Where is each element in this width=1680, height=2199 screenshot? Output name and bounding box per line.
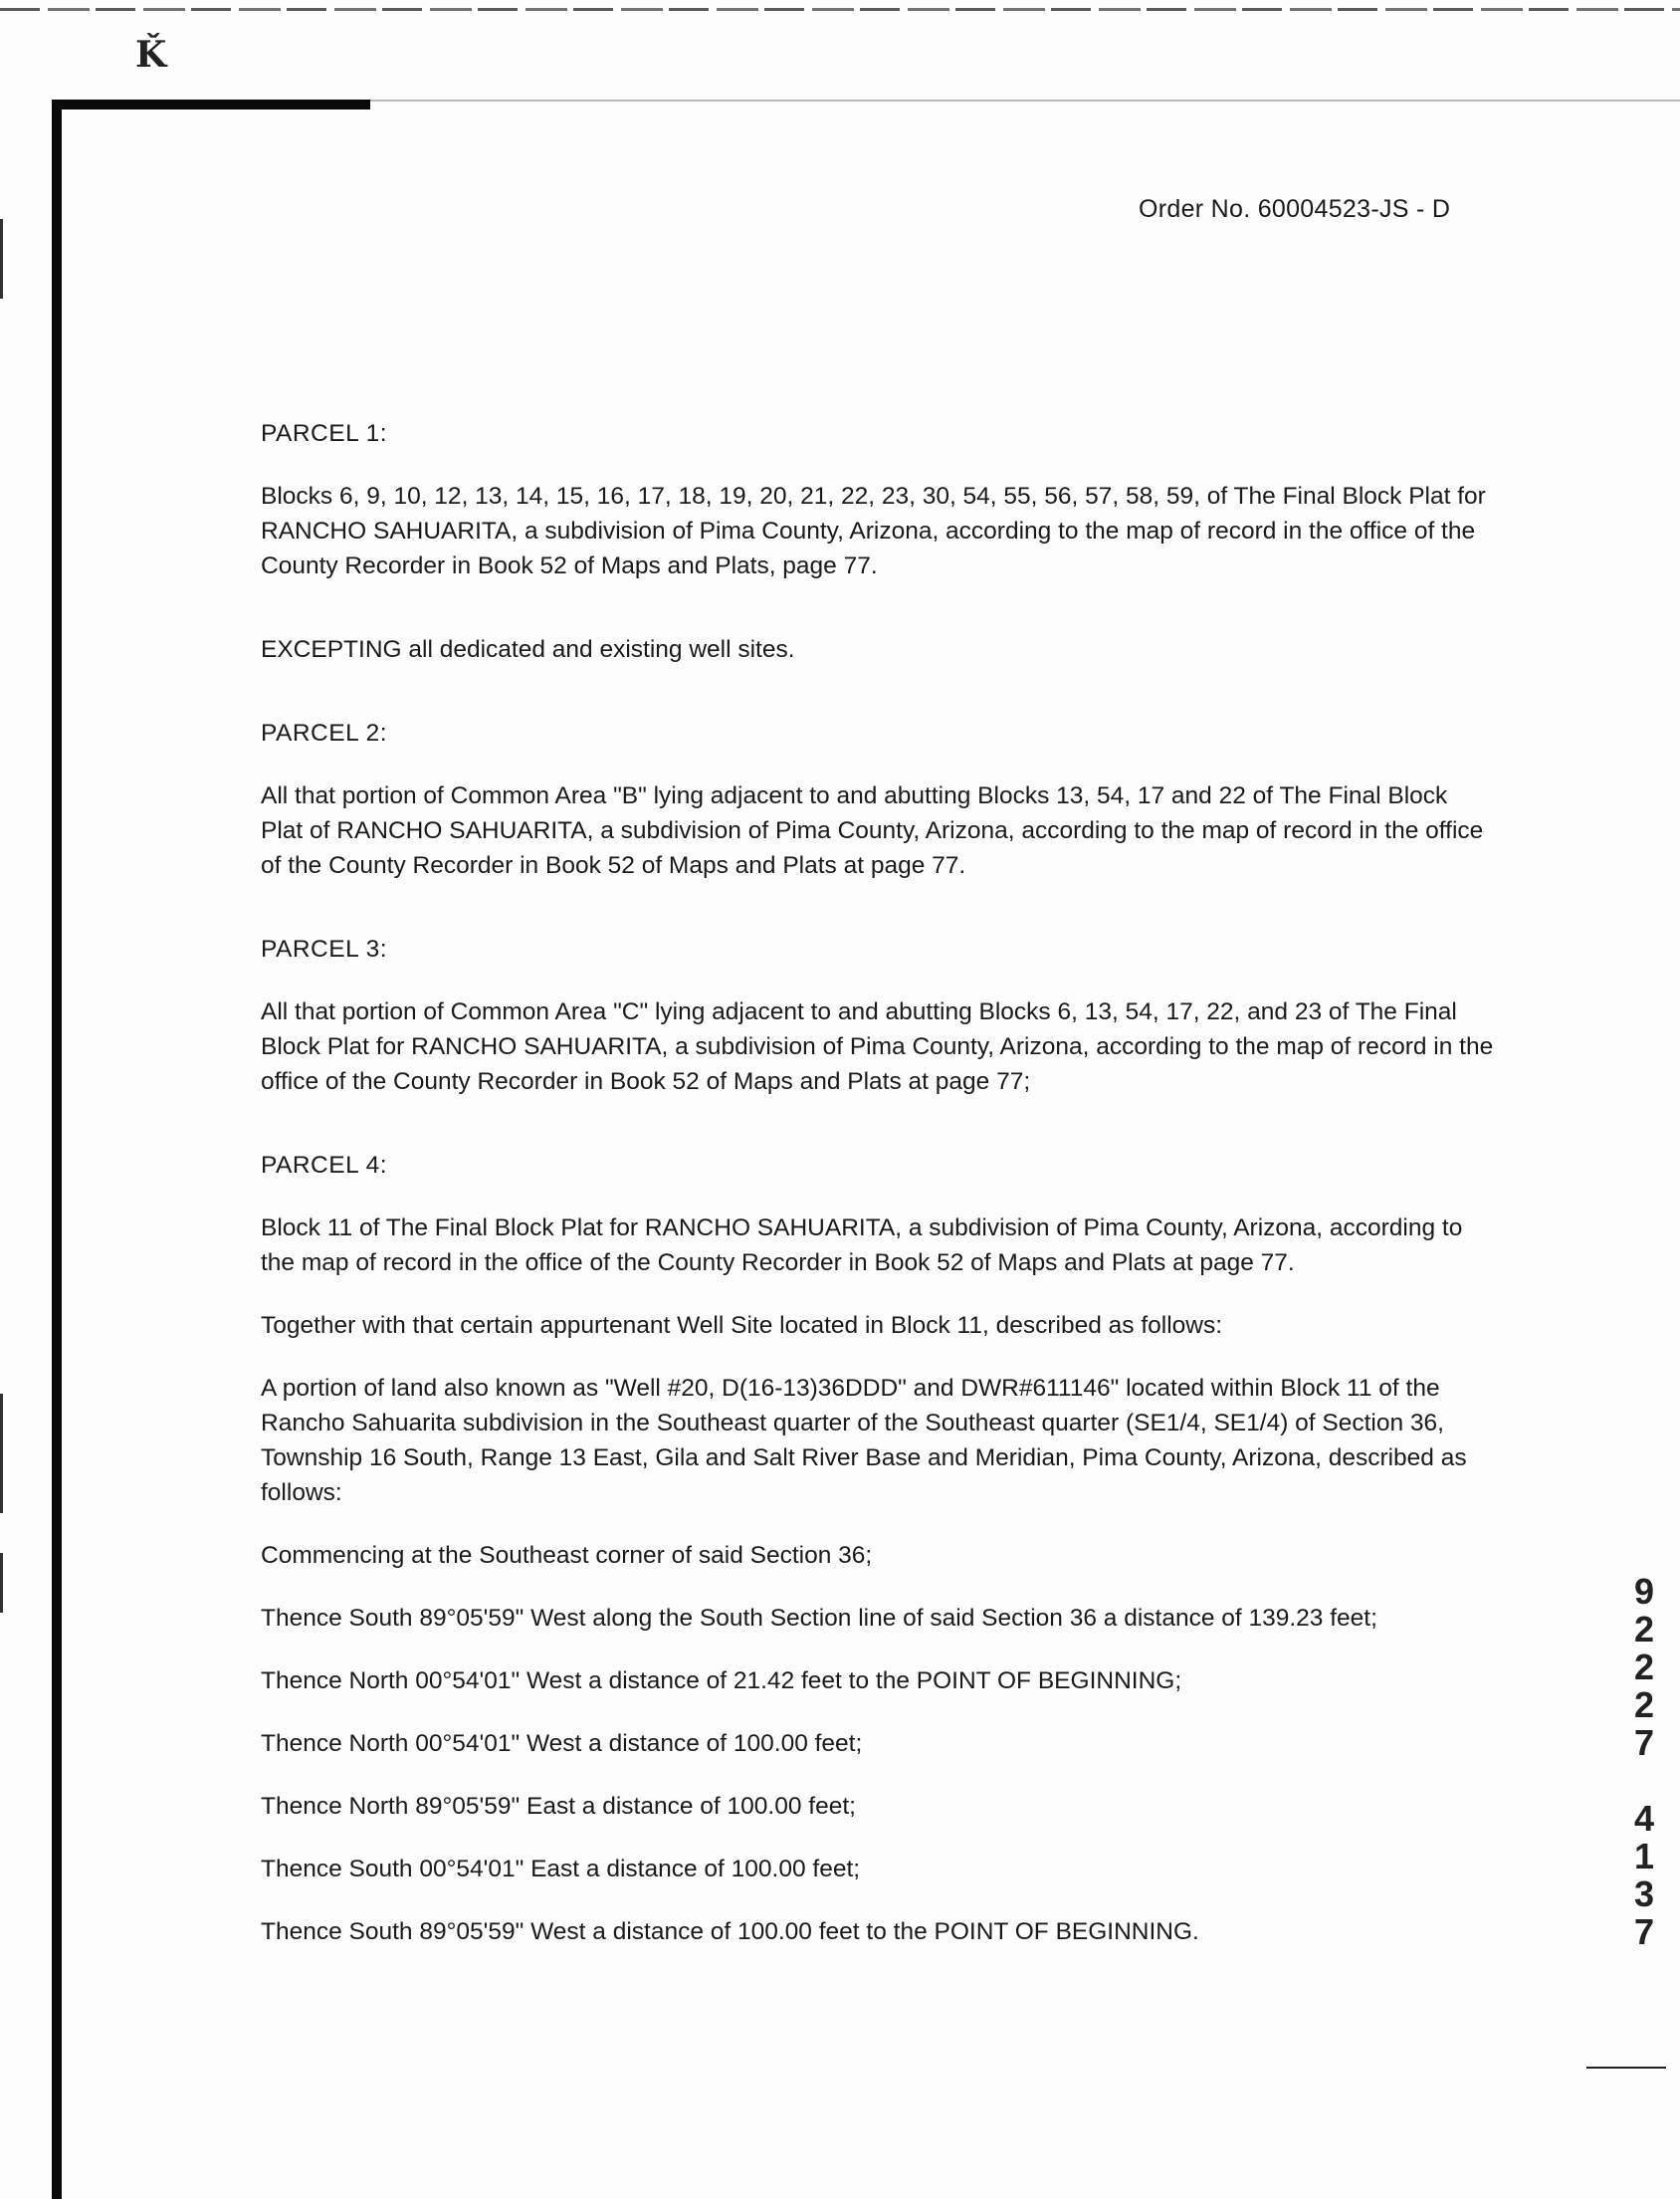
course-call: Thence South 00°54'01" East a distance of 100.00 feet; (261, 1856, 861, 1882)
parcel-1-description: Blocks 6, 9, 10, 12, 13, 14, 15, 16, 17, 18, 19, 20, 21, 22, 23, 30, 54, 55, 56, 57, 58, 59, of The Final Block Plat for RANCHO SAHUARITA, a subdivision of Pima County, Arizona, according to the map of record in the office of the County Recorder in Book 52 of Maps and Plats, page 77. (261, 483, 1486, 579)
recording-number: 9 2 2 2 7 4 1 3 7 (1633, 1571, 1655, 1952)
order-number: Order No. 60004523-JS - D (1139, 195, 1451, 223)
document-body (261, 416, 1495, 1949)
parcel-4-heading: PARCEL 4: (261, 1152, 388, 1179)
course-call: Thence North 00°54'01" West a distance of 100.00 feet; (261, 1730, 863, 1757)
parcel-4-description: Block 11 of The Final Block Plat for RANCHO SAHUARITA, a subdivision of Pima County, Arizona, according to the map of record in the office of the County Recorder in Book 52 of Maps and Plats at page 77. (261, 1214, 1463, 1276)
parcel-4-well-site: Together with that certain appurtenant Well Site located in Block 11, described as follows: (261, 1312, 1223, 1339)
parcel-1-exception: EXCEPTING all dedicated and existing well sites. (261, 636, 795, 663)
parcel-2-heading: PARCEL 2: (261, 720, 388, 747)
marginal-stamp: Ǩ (135, 34, 167, 76)
scan-left-bar (52, 108, 62, 2199)
parcel-4-portion: A portion of land also known as "Well #20, D(16-13)36DDD" and DWR#611146" located within Block 11 of the Rancho Sahuarita subdivision in the Southeast quarter of the Southeast quarter (SE1/4, SE1/4) of Section 36, Township 16 South, Range 13 East, Gila and Salt River Base and Meridian, Pima County, Arizona, described as follows: (261, 1375, 1467, 1506)
course-call: Thence North 00°54'01" West a distance of 21.42 feet to the POINT OF BEGINNING; (261, 1667, 1182, 1694)
parcel-1-heading: PARCEL 1: (261, 420, 388, 447)
scan-side-dash (1586, 2067, 1666, 2069)
scan-corner-bar (52, 100, 370, 110)
parcel-3-description: All that portion of Common Area "C" lying adjacent to and abutting Blocks 6, 13, 54, 17, 22, and 23 of The Final Block Plat for RANCHO SAHUARITA, a subdivision of Pima County, Arizona, according to the map of record in the office of the County Recorder in Book 52 of Maps and Plats at page 77; (261, 998, 1494, 1095)
parcel-2-description: All that portion of Common Area "B" lying adjacent to and abutting Blocks 13, 54, 17 and 22 of The Final Block Plat of RANCHO SAHUARITA, a subdivision of Pima County, Arizona, according to the map of record in the office of the County Recorder in Book 52 of Maps and Plats at page 77. (261, 782, 1484, 879)
parcel-3-heading: PARCEL 3: (261, 936, 388, 963)
scan-edge-mark (0, 1553, 3, 1613)
scan-top-rule (0, 8, 1680, 11)
course-call: Thence North 89°05'59" East a distance of 100.00 feet; (261, 1793, 856, 1820)
course-call: Thence South 89°05'59" West a distance of 100.00 feet to the POINT OF BEGINNING. (261, 1918, 1199, 1945)
course-call: Thence South 89°05'59" West along the South Section line of said Section 36 a distance of 139.23 feet; (261, 1605, 1377, 1632)
scan-edge-mark (0, 1394, 3, 1513)
course-commencing: Commencing at the Southeast corner of said Section 36; (261, 1542, 873, 1569)
scan-edge-mark (0, 219, 3, 299)
